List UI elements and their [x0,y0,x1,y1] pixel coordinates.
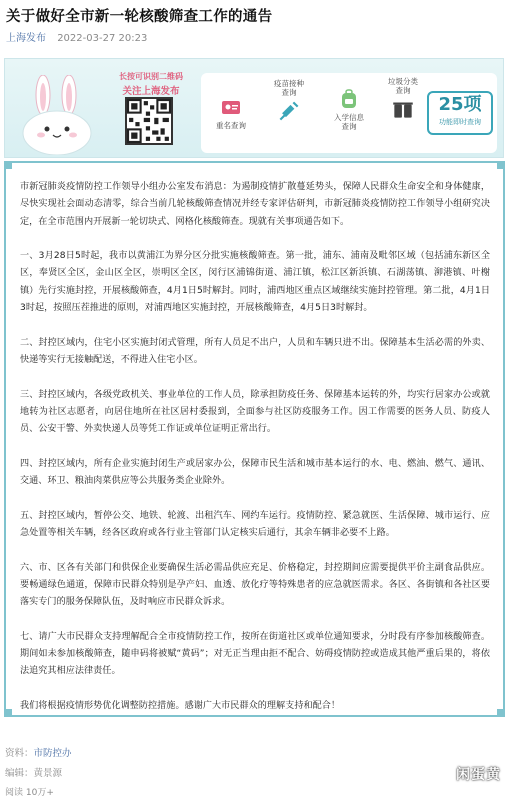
footer-editor-value: 黄景源 [33,768,63,779]
feature-count: 25项 [438,94,482,115]
notice-box [4,161,505,717]
footer-source-label: 资料： [5,748,34,759]
service-vaccine-query[interactable] [263,79,315,126]
footer-editor [5,765,62,779]
read-count: 阅读 10万+ [5,788,54,798]
trash-bin-icon [390,96,416,122]
notice-body [20,179,490,715]
notice-intro: 市新冠肺炎疫情防控工作领导小组办公室发布消息：为遏制疫情扩散蔓延势头，保障人民群众生命安全和身体健康，尽快实现社会面动态清零，综合当前几轮核酸筛查情况并经专家评估研判，市新冠肺炎疫情防控工作领导小组研究决定，在全市范围内开展新一轮切块式、网格化核酸筛查。现就有关事项通告如下。 [20,182,490,227]
promo-banner[interactable] [4,58,504,158]
article-timestamp: 2022-03-27 20:23 [57,33,148,44]
watermark: 闲蛋黄 [456,767,501,783]
corner-decoration [497,709,505,717]
article-meta [6,29,147,44]
service-rename-query[interactable] [209,95,253,130]
service-garbage-query[interactable] [381,77,425,124]
qr-caption-line2: 关注上海发布 [122,86,180,97]
notice-item-6: 六、市、区各有关部门和供保企业要确保生活必需品供应充足、价格稳定，封控期间应需要提供平价主副食品供应。要畅通绿色通道，保障市民群众特别是孕产妇、血透、放化疗等特殊患者的应急就医需求。各区、各街镇和各社区要落实专门的服务保障队伍，及时响应市民群众诉求。 [20,562,490,608]
article-source[interactable]: 上海发布 [6,33,46,44]
corner-decoration [4,161,12,169]
footer-source-value[interactable]: 市防控办 [33,748,72,759]
id-card-icon [219,95,243,119]
syringe-icon [276,98,302,124]
article-title: 关于做好全市新一轮核酸筛查工作的通告 [6,9,273,25]
qr-caption-line1: 长按可识别二维码 [119,72,183,81]
notice-item-3: 三、封控区域内，各级党政机关、事业单位的工作人员，除承担防疫任务、保障基本运转的外，均实行居家办公或就地转为社区志愿者，向居住地所在社区居村委报到，全面参与社区防疫服务工作。因工作需要的医务人员、防疫人员、公安干警、外卖快递人员等凭工作证或单位证明正常出行。 [20,389,490,435]
notice-item-1: 一、3月28日5时起，我市以黄浦江为界分区分批实施核酸筛查。第一批，浦东、浦南及毗邻区域（包括浦东新区全区，奉贤区全区，金山区全区，崇明区全区，闵行区浦锦街道、浦江镇，松江区新浜镇、石湖荡镇、泖港镇、叶榭镇）先行实施封控，开展核酸筛查，4月1日5时解封。同时，浦西地区重点区域继续实施封控管理。第二批，4月1日3时起，按照压茬推进的原则，对浦西地区实施封控，开展核酸筛查，4月5日3时解封。 [20,251,490,314]
bunny-mascot-icon [19,75,97,155]
backpack-icon [337,87,361,111]
service-panel [201,73,497,153]
notice-item-2: 二、封控区域内，住宅小区实施封闭式管理，所有人员足不出户，人员和车辆只进不出。保障基本生活必需的外卖、快递等实行无接触配送，不得进入住宅小区。 [20,337,490,365]
qr-code-icon[interactable] [125,97,173,145]
footer-editor-label: 编辑： [5,768,34,779]
footer-source [5,745,72,759]
service-label: 垃圾分类查询 [388,77,418,96]
corner-decoration [497,161,505,169]
service-label: 疫苗接种查询 [274,79,304,98]
qr-caption [101,71,201,97]
notice-item-4: 四、封控区域内，所有企业实施封闭生产或居家办公，保障市民生活和城市基本运行的水、电、燃油、燃气、通讯、交通、环卫、粮油肉菜供应等公共服务类企业除外。 [20,458,490,487]
feature-count-caption: 功能即时查询 [439,118,481,126]
feature-count-badge[interactable] [427,91,493,135]
service-school-query[interactable] [323,87,375,132]
notice-item-5: 五、封控区域内，暂停公交、地铁、轮渡、出租汽车、网约车运行。疫情防控、紧急就医、生活保障、城市运行、应急处置等相关车辆，经各区政府或各行业主管部门认定核实后通行，其余车辆非必要不上路。 [20,510,490,538]
corner-decoration [4,709,12,717]
service-label: 重名查询 [216,121,246,130]
notice-closing: 我们将根据疫情形势优化调整防控措施。感谢广大市民群众的理解支持和配合！ [20,700,341,711]
notice-item-7: 七、请广大市民群众支持理解配合全市疫情防控工作，按所在街道社区或单位通知要求，分时段有序参加核酸筛查。期间如未参加核酸筛查，随申码将被赋“黄码”；对无正当理由拒不配合、妨碍疫情防控或造成其他严重后果的，将依法追究其相应法律责任。 [20,631,490,677]
service-label: 入学信息查询 [334,113,364,132]
